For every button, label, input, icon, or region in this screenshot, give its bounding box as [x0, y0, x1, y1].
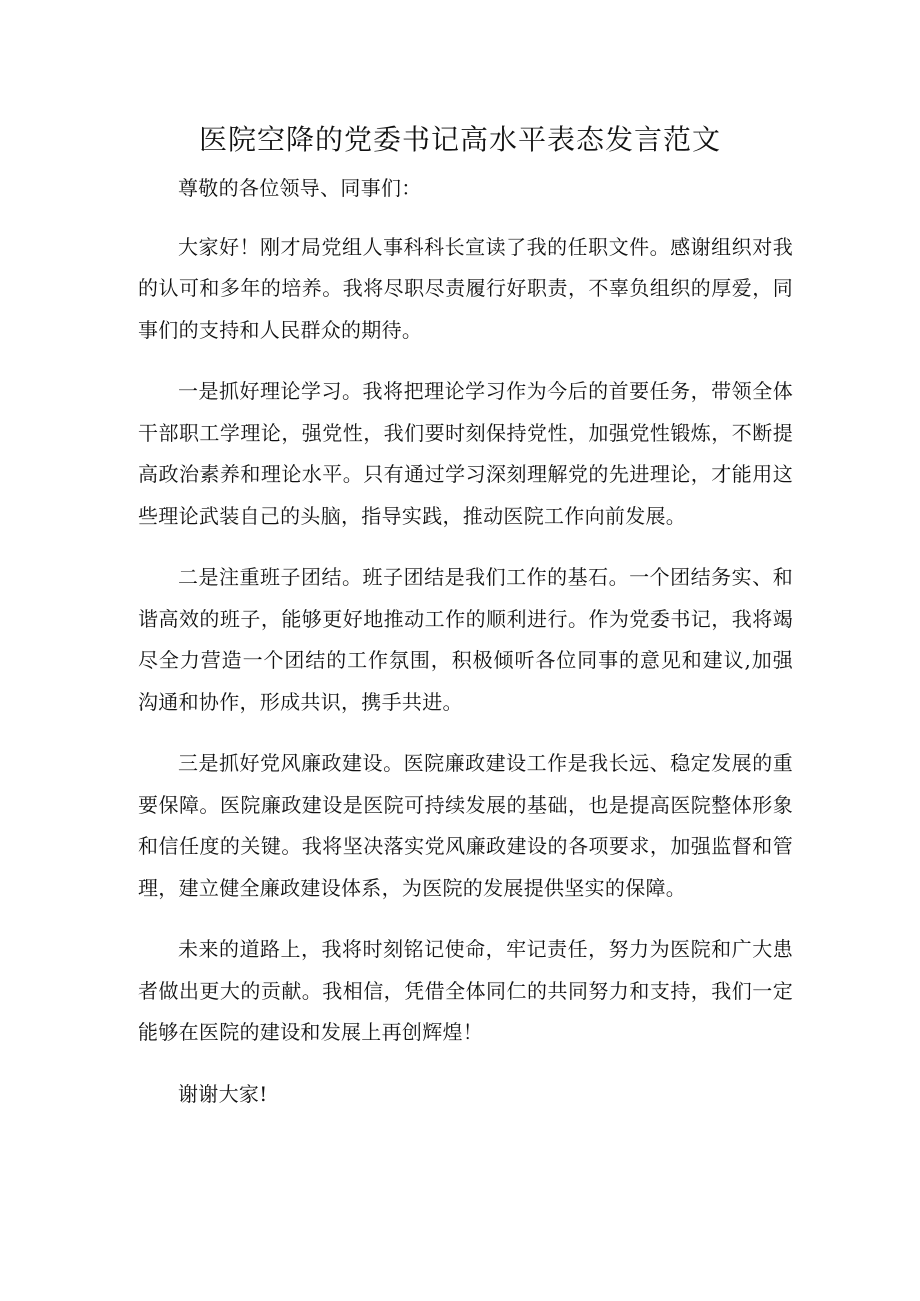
closing-thanks: 谢谢大家! [178, 1081, 268, 1106]
paragraph-future-outlook: 未来的道路上，我将时刻铭记使命，牢记责任，努力为医院和广大患者做出更大的贡献。我相信，凭借全体同仁的共同努力和支持，我们一定能够在医院的建设和发展上再创辉煌！ [138, 937, 793, 1044]
document-title: 医院空降的党委书记高水平表态发言范文 [198, 123, 721, 156]
paragraph-opening: 大家好！刚才局党组人事科科长宣读了我的任职文件。感谢组织对我的认可和多年的培养。我将尽职尽责履行好职责，不辜负组织的厚爱，同事们的支持和人民群众的期待。 [138, 234, 793, 342]
paragraph-theory-study: 一是抓好理论学习。我将把理论学习作为今后的首要任务，带领全体干部职工学理论，强党性，我们要时刻保持党性，加强党性锻炼，不断提高政治素养和理论水平。只有通过学习深刻理解党的先进理论，才能用这些理论武装自己的头脑，指导实践，推动医院工作向前发展。 [138, 379, 793, 528]
paragraph-integrity-building: 三是抓好党风廉政建设。医院廉政建设工作是我长远、稳定发展的重要保障。医院廉政建设是医院可持续发展的基础，也是提高医院整体形象和信任度的关键。我将坚决落实党风廉政建设的各项要求，加强监督和管理，建立健全廉政建设体系，为医院的发展提供坚实的保障。 [138, 751, 793, 900]
greeting: 尊敬的各位领导、同事们： [178, 176, 422, 200]
document-body [138, 168, 793, 1135]
paragraph-team-unity: 二是注重班子团结。班子团结是我们工作的基石。一个团结务实、和谐高效的班子，能够更好地推动工作的顺利进行。作为党委书记，我将竭尽全力营造一个团结的工作氛围，积极倾听各位同事的意见和建议,加强沟通和协作，形成共识，携手共进。 [138, 565, 793, 714]
